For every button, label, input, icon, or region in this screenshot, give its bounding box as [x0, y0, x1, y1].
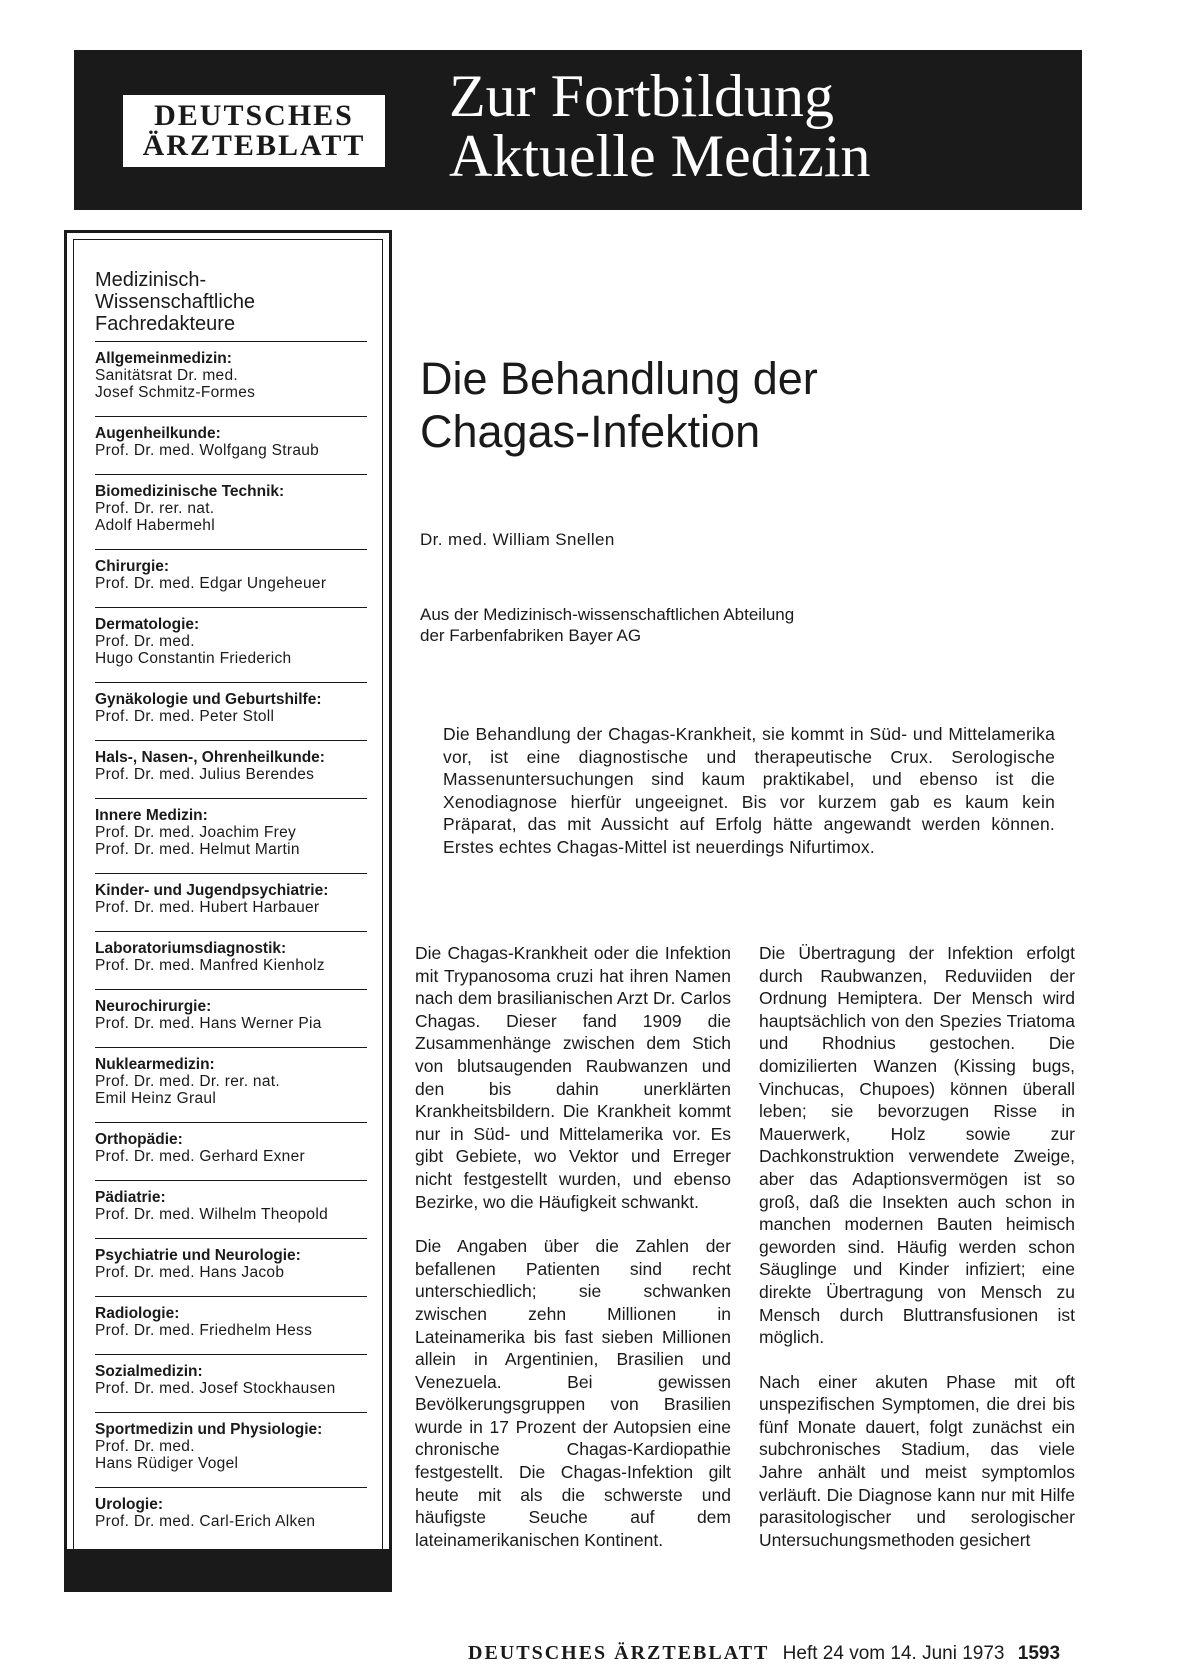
editors-sidebar: [64, 230, 392, 1592]
affiliation-line2: der Farbenfabriken Bayer AG: [420, 626, 642, 645]
editor-name: Prof. Dr. med. Hubert Harbauer: [95, 899, 320, 916]
editor-name: Hans Rüdiger Vogel: [95, 1455, 239, 1472]
editor-name: Prof. Dr. med. Dr. rer. nat.: [95, 1073, 280, 1090]
editor-section-title: Sportmedizin und Physiologie:: [95, 1421, 323, 1438]
page-number: 1593: [1017, 1643, 1061, 1664]
editor-section-title: Psychiatrie und Neurologie:: [95, 1247, 301, 1264]
editor-section-title: Orthopädie:: [95, 1131, 183, 1148]
editor-section: [95, 740, 367, 783]
editor-section: [95, 416, 367, 459]
editor-section: [95, 798, 367, 858]
editor-name: Prof. Dr. med. Gerhard Exner: [95, 1148, 305, 1165]
body-paragraph: Nach einer akuten Phase mit oft unspezifischen Symptomen, die drei bis fünf Monate dauert, folgt zunächst ein subchronisches Stadium, das viele Jahre anhält und meist symptomlos verläuft. Die Diagnose kann nur mit Hilfe parasitologischer und serologischer Untersuchungsmethoden gesichert: [759, 1371, 1075, 1550]
sidebar-heading-line: Wissenschaftliche: [95, 291, 256, 313]
article-abstract: Die Behandlung der Chagas-Krankheit, sie kommt in Süd- und Mittelamerika vor, ist eine diagnostische und therapeutische Crux. Serologische Massenuntersuchungen sind kaum praktikabel, und ebenso ist die Xenodiagnose hierfür ungeeignet. Bis vor kurzem gab es kaum kein Präparat, das mit Aussicht auf Erfolg hätte angewandt werden können. Erstes echtes Chagas-Mittel ist neuerdings Nifurtimox.: [443, 724, 1055, 857]
editor-list: [95, 341, 367, 1545]
editor-name: Prof. Dr. med. Helmut Martin: [95, 841, 300, 858]
body-column-left: [415, 942, 731, 1573]
journal-logo: [120, 92, 388, 170]
editor-section-title: Innere Medizin:: [95, 807, 208, 824]
editor-name: Josef Schmitz-Formes: [95, 384, 256, 401]
editor-section-title: Pädiatrie:: [95, 1189, 166, 1206]
editor-section-title: Augenheilkunde:: [95, 425, 221, 442]
body-paragraph: Die Übertragung der Infektion erfolgt durch Raubwanzen, Reduviiden der Ordnung Hemiptera. Der Mensch wird hauptsächlich von den Spezies Triatoma und Rhodnius gestochen. Die domizilierten Wanzen (Kissing bugs, Vinchucas, Chupoes) können überall leben; sie bevorzugen Risse in Mauerwerk, Holz sowie zur Dachkonstruktion verwendete Zweige, aber das Adaptionsvermögen ist so groß, daß die Insekten auch schon in manchen modernen Bauten heimisch geworden sind. Häufig werden schon Säuglinge und Kinder infiziert; eine direkte Übertragung von Mensch zu Mensch durch Bluttransfusionen ist möglich.: [759, 943, 1075, 1348]
editor-name: Prof. Dr. med. Edgar Ungeheuer: [95, 575, 327, 592]
editor-name: Prof. Dr. med. Friedhelm Hess: [95, 1322, 313, 1339]
editor-name: Prof. Dr. med. Hans Werner Pia: [95, 1015, 322, 1032]
editor-section-title: Urologie:: [95, 1496, 164, 1513]
editor-section: [95, 682, 367, 725]
editor-section: [95, 931, 367, 974]
editor-name: Prof. Dr. med. Julius Berendes: [95, 766, 315, 783]
editor-section: [95, 1180, 367, 1223]
editor-name: Prof. Dr. med. Hans Jacob: [95, 1264, 285, 1281]
section-title: [449, 63, 871, 189]
editor-name: Prof. Dr. med. Manfred Kienholz: [95, 957, 325, 974]
editor-section: [95, 989, 367, 1032]
editor-name: Prof. Dr. med. Josef Stockhausen: [95, 1380, 336, 1397]
editor-section: [95, 341, 367, 401]
editor-name: Emil Heinz Graul: [95, 1090, 217, 1107]
article-title: [420, 352, 1060, 458]
editor-section-title: Dermatologie:: [95, 616, 200, 633]
article-title-line1: Die Behandlung der: [420, 353, 818, 404]
section-title-line2: Aktuelle Medizin: [449, 123, 871, 189]
body-paragraph: Die Chagas-Krankheit oder die Infektion mit Trypanosoma cruzi hat ihren Namen nach dem brasilianischen Arzt Dr. Carlos Chagas. Dieser fand 1909 die Zusammenhänge zwischen dem Stich von blutsaugenden Raubwanzen und den bis dahin unerklärten Krankheitsbildern. Die Krankheit kommt nur in Süd- und Mittelamerika vor. Es gibt Gebiete, wo Vektor und Erreger nicht festgestellt wurden, und ebenso Bezirke, wo die Häufigkeit schwankt.: [415, 943, 731, 1212]
sidebar-bottom-bar: [67, 1549, 389, 1589]
affiliation-line1: Aus der Medizinisch-wissenschaftlichen Abteilung: [420, 605, 795, 624]
editor-name: Prof. Dr. med. Wolfgang Straub: [95, 442, 320, 459]
sidebar-heading-line: Fachredakteure: [95, 313, 236, 335]
editor-section-title: Biomedizinische Technik:: [95, 483, 285, 500]
editor-section-title: Laboratoriumsdiagnostik:: [95, 940, 287, 957]
editor-section: [95, 873, 367, 916]
editor-name: Prof. Dr. med. Peter Stoll: [95, 708, 275, 725]
editor-section: [95, 1487, 367, 1530]
editor-name: Prof. Dr. rer. nat.: [95, 500, 215, 517]
article-affiliation: [420, 604, 980, 646]
editor-section: [95, 1238, 367, 1281]
section-title-line1: Zur Fortbildung: [449, 63, 834, 129]
editor-section-title: Nuklearmedizin:: [95, 1056, 215, 1073]
editor-section-title: Radiologie:: [95, 1305, 180, 1322]
page-footer: [468, 1642, 1060, 1665]
editor-section: [95, 474, 367, 534]
editor-section: [95, 1354, 367, 1397]
article-title-line2: Chagas-Infektion: [420, 406, 761, 457]
article-author: Dr. med. William Snellen: [420, 530, 615, 549]
editor-section-title: Neurochirurgie:: [95, 998, 212, 1015]
editor-section-title: Kinder- und Jugendpsychiatrie:: [95, 882, 329, 899]
editor-section: [95, 607, 367, 667]
editor-section: [95, 549, 367, 592]
journal-logo-line1: DEUTSCHES: [154, 99, 354, 132]
editor-name: Prof. Dr. med.: [95, 633, 195, 650]
editor-section-title: Hals-, Nasen-, Ohrenheilkunde:: [95, 749, 325, 766]
body-column-right: [759, 942, 1075, 1573]
editor-name: Hugo Constantin Friederich: [95, 650, 292, 667]
editor-name: Prof. Dr. med. Carl-Erich Alken: [95, 1513, 316, 1530]
editor-section: [95, 1047, 367, 1107]
footer-journal: DEUTSCHES ÄRZTEBLATT: [468, 1642, 770, 1664]
sidebar-heading-line: Medizinisch-: [95, 269, 207, 291]
editor-name: Prof. Dr. med. Joachim Frey: [95, 824, 297, 841]
editor-name: Sanitätsrat Dr. med.: [95, 367, 238, 384]
editor-section-title: Allgemeinmedizin:: [95, 350, 232, 367]
body-paragraph: Die Angaben über die Zahlen der befallenen Patienten sind recht unterschiedlich; sie schwanken zwischen zehn Millionen in Lateinamerika bis fast sieben Millionen allein in Argentinien, Brasilien und Venezuela. Bei gewissen Bevölkerungsgruppen von Brasilien wurde in 17 Prozent der Autopsien eine chronische Chagas-Kardiopathie festgestellt. Die Chagas-Infektion gilt heute mit als die schwerste und häufigste Seuche auf dem lateinamerikanischen Kontinent.: [415, 1236, 731, 1550]
editor-section: [95, 1296, 367, 1339]
sidebar-heading: [95, 269, 365, 335]
editor-name: Adolf Habermehl: [95, 517, 215, 534]
editor-name: Prof. Dr. med. Wilhelm Theopold: [95, 1206, 328, 1223]
editor-section-title: Gynäkologie und Geburtshilfe:: [95, 691, 322, 708]
editor-section: [95, 1412, 367, 1472]
editor-section: [95, 1122, 367, 1165]
editor-section-title: Chirurgie:: [95, 558, 170, 575]
editor-section-title: Sozialmedizin:: [95, 1363, 203, 1380]
footer-issue: Heft 24 vom 14. Juni 1973: [782, 1643, 1005, 1664]
header-banner: [74, 50, 1082, 210]
editor-name: Prof. Dr. med.: [95, 1438, 195, 1455]
journal-logo-line2: ÄRZTEBLATT: [142, 129, 366, 162]
